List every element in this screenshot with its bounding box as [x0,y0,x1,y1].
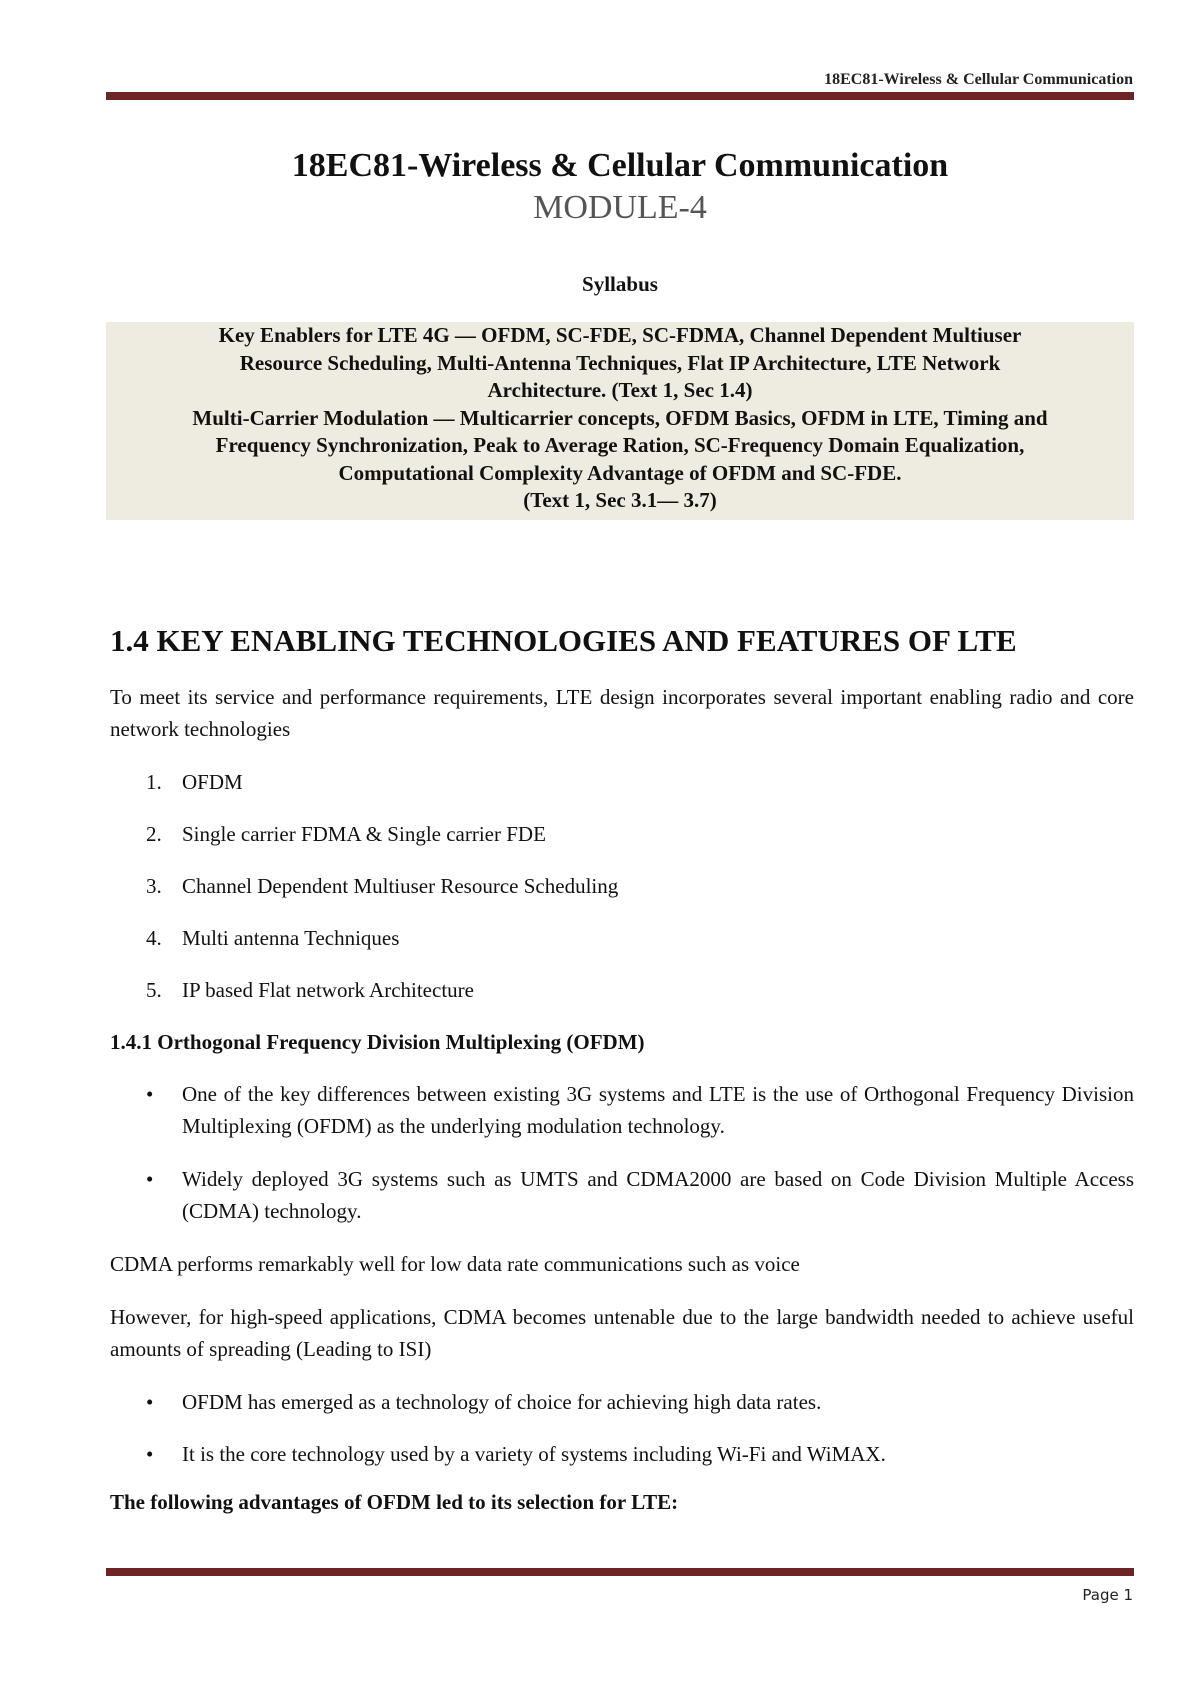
list-number: 3. [146,874,162,898]
bullet-item [146,1163,1134,1227]
bullet-text: It is the core technology used by a variety of systems including Wi-Fi and WiMAX. [182,1442,886,1466]
bullet-text: One of the key differences between existing 3G systems and LTE is the use of Orthogonal Frequency Division Multiplexing (OFDM) as the underlying modulation technology. [182,1082,1134,1138]
footer-rule [106,1568,1134,1576]
paragraph: CDMA performs remarkably well for low data rate communications such as voice [110,1252,800,1276]
list-item [146,978,474,1003]
list-item [146,822,546,847]
syllabus-heading: Syllabus [582,272,658,296]
bullet-icon: • [146,1167,154,1191]
intro-paragraph: To meet its service and performance requirements, LTE design incorporates several important enabling radio and core network technologies [110,685,1134,741]
syllabus-line: Computational Complexity Advantage of OFDM and SC-FDE. [338,460,902,485]
bullet-icon: • [146,1442,154,1466]
bullet-item [146,1438,1134,1470]
document-title: 18EC81-Wireless & Cellular Communication [291,147,949,184]
syllabus-line: Key Enablers for LTE 4G — OFDM, SC-FDE, SC-FDMA, Channel Dependent Multiuser [218,323,1022,347]
list-number: 5. [146,978,162,1002]
header-rule [106,92,1134,100]
paragraph: However, for high-speed applications, CDMA becomes untenable due to the large bandwidth needed to achieve useful amounts of spreading (Leading to ISI) [110,1305,1134,1361]
syllabus-box [106,322,1134,520]
list-item [146,926,399,951]
module-title: MODULE-4 [533,189,707,226]
syllabus-line: Architecture. (Text 1, Sec 1.4) [487,378,753,402]
bullet-icon: • [146,1082,154,1106]
bullet-item [146,1386,1134,1418]
section-heading: 1.4 KEY ENABLING TECHNOLOGIES AND FEATURES OF LTE [110,623,1017,658]
list-item [146,874,618,899]
list-number: 2. [146,822,162,846]
syllabus-line: (Text 1, Sec 3.1— 3.7) [523,488,717,512]
list-text: OFDM [182,770,243,794]
list-text: Single carrier FDMA & Single carrier FDE [182,822,546,846]
syllabus-line: Frequency Synchronization, Peak to Average Ration, SC-Frequency Domain Equalization, [215,433,1025,457]
list-text: Channel Dependent Multiuser Resource Scheduling [182,874,619,898]
list-text: IP based Flat network Architecture [182,978,474,1002]
subsection-heading: 1.4.1 Orthogonal Frequency Division Multiplexing (OFDM) [110,1030,645,1054]
syllabus-line: Resource Scheduling, Multi-Antenna Techniques, Flat IP Architecture, LTE Network [239,350,1001,375]
bullet-item [146,1078,1134,1142]
bullet-icon: • [146,1390,154,1414]
closing-statement: The following advantages of OFDM led to its selection for LTE: [110,1490,679,1514]
bullet-text: Widely deployed 3G systems such as UMTS and CDMA2000 are based on Code Division Multiple Access (CDMA) technology. [182,1167,1134,1223]
list-item [146,770,243,795]
bullet-text: OFDM has emerged as a technology of choice for achieving high data rates. [182,1390,822,1414]
page-number: Page 1 [1082,1586,1133,1604]
syllabus-line: Multi-Carrier Modulation — Multicarrier concepts, OFDM Basics, OFDM in LTE, Timing and [192,405,1048,430]
list-number: 1. [146,770,162,794]
list-number: 4. [146,926,162,950]
running-header: 18EC81-Wireless & Cellular Communication [824,71,1133,88]
list-text: Multi antenna Techniques [182,926,400,950]
